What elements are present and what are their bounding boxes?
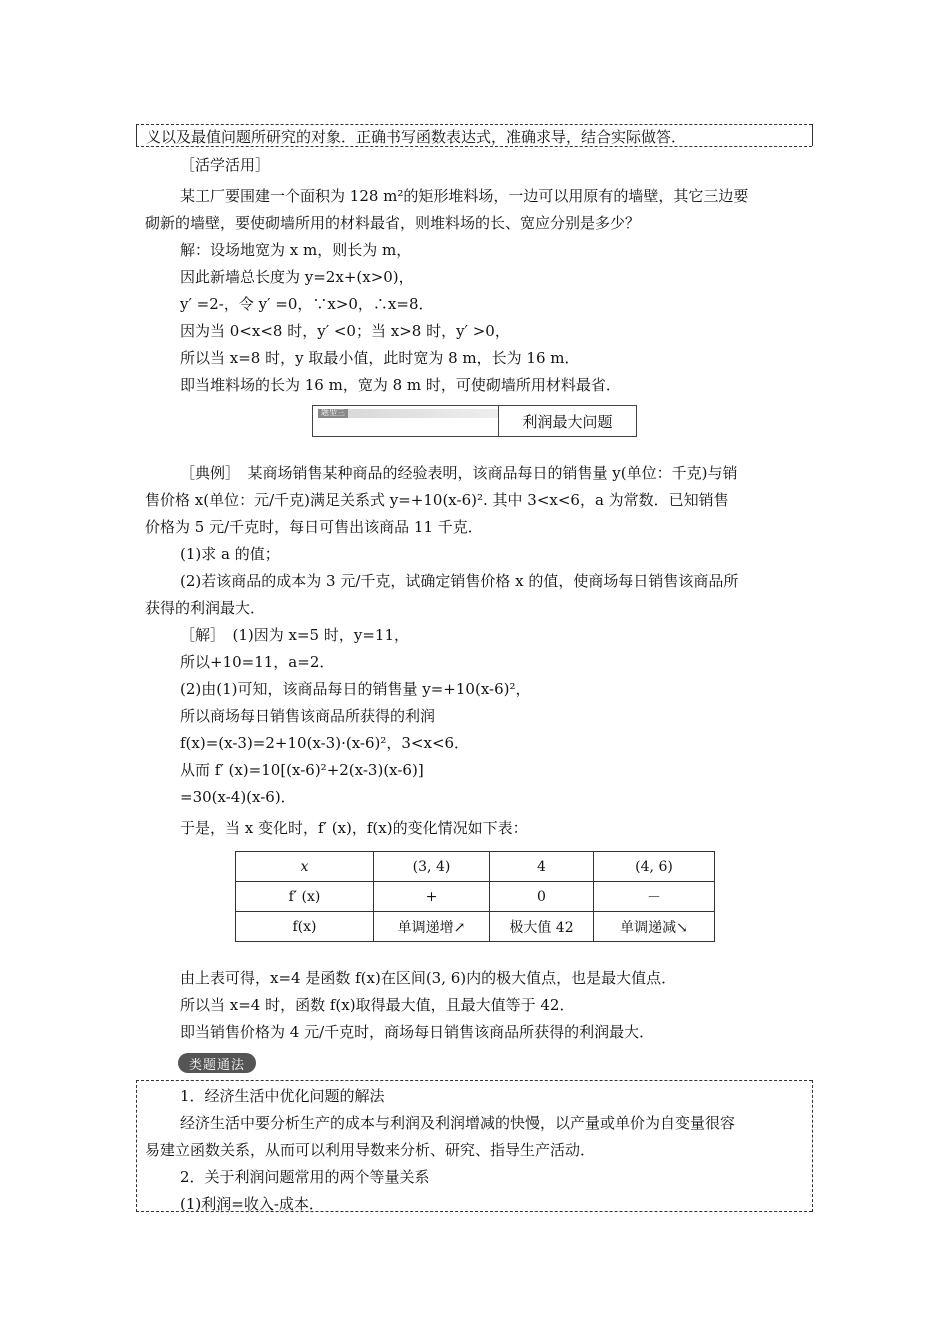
summary-heading1: 1．经济生活中优化问题的解法 bbox=[180, 1087, 385, 1105]
summary-paragraph2: (1)利润=收入-成本． bbox=[180, 1195, 324, 1213]
solution-line6: 从而 f′ (x)=10[(x-6)²+2(x-3)(x-6)] bbox=[180, 761, 424, 779]
table-cell: 极大值 42 bbox=[490, 912, 594, 942]
top-box-text: 义以及最值问题所研究的对象．正确书写函数表达式，准确求导，结合实际做答． bbox=[146, 128, 687, 146]
practice-problem-line2: 砌新的墙壁，要使砌墙所用的材料最省，则堆料场的长、宽应分别是多少？ bbox=[145, 214, 641, 232]
variation-table bbox=[235, 851, 715, 942]
table-row bbox=[236, 882, 715, 912]
section-badge bbox=[318, 409, 498, 418]
summary-box-border-top bbox=[136, 1080, 812, 1081]
top-box-border-right bbox=[812, 124, 813, 146]
solution-line1: ［解］ (1)因为 x=5 时，y=11， bbox=[180, 626, 409, 644]
practice-solution-line3: y′ =2-，令 y′ =0，∵x>0，∴x=8． bbox=[180, 295, 434, 313]
table-cell: x bbox=[236, 852, 374, 882]
table-cell: + bbox=[374, 882, 490, 912]
practice-solution-line4: 因为当 0<x<8 时，y′ <0；当 x>8 时，y′ >0， bbox=[180, 322, 510, 340]
summary-paragraph1-line1: 经济生活中要分析生产的成本与利润及利润增减的快慢，以产量或单价为自变量很容 bbox=[180, 1114, 736, 1132]
practice-solution-line1: 解：设场地宽为 x m，则长为 m， bbox=[180, 241, 412, 259]
top-box-border-left bbox=[136, 124, 137, 146]
practice-solution-line5: 所以当 x=8 时，y 取最小值，此时宽为 8 m，长为 16 m． bbox=[180, 349, 580, 367]
table-cell: 单调递增↗ bbox=[374, 912, 490, 942]
example-line3: 价格为 5 元/千克时，每日可售出该商品 11 千克． bbox=[145, 518, 483, 536]
section-title: 利润最大问题 bbox=[522, 412, 613, 431]
conclusion-line2: 所以当 x=4 时，函数 f(x)取得最大值，且最大值等于 42． bbox=[180, 996, 575, 1014]
table-cell: f′ (x) bbox=[236, 882, 374, 912]
summary-heading2: 2．关于利润问题常用的两个等量关系 bbox=[180, 1168, 430, 1186]
summary-tag: 类题通法 bbox=[178, 1053, 256, 1073]
table-cell: (3, 4) bbox=[374, 852, 490, 882]
top-box-border-top bbox=[136, 124, 812, 125]
example-question2-line1: (2)若该商品的成本为 3 元/千克，试确定销售价格 x 的值，使商场每日销售该商品所 bbox=[180, 572, 739, 590]
practice-solution-line2: 因此新墙总长度为 y=2x+(x>0)， bbox=[180, 268, 414, 286]
solution-line5: f(x)=(x-3)=2+10(x-3)·(x-6)²，3<x<6． bbox=[180, 734, 470, 752]
summary-paragraph1-line2: 易建立函数关系，从而可以利用导数来分析、研究、指导生产活动． bbox=[145, 1141, 596, 1159]
solution-line3: (2)由(1)可知，该商品每日的销售量 y=+10(x-6)²， bbox=[180, 680, 531, 698]
summary-box-border-right bbox=[812, 1080, 813, 1212]
conclusion-line1: 由上表可得，x=4 是函数 f(x)在区间(3, 6)内的极大值点，也是最大值点． bbox=[180, 969, 677, 987]
summary-box-border-left bbox=[136, 1080, 137, 1212]
practice-problem-line1: 某工厂要围建一个面积为 128 m²的矩形堆料场，一边可以用原有的墙壁，其它三边要 bbox=[180, 187, 749, 205]
example-question1: (1)求 a 的值； bbox=[180, 545, 280, 563]
table-cell: 4 bbox=[490, 852, 594, 882]
section-badge-label: 题型三 bbox=[321, 408, 345, 417]
table-row bbox=[236, 852, 715, 882]
table-cell: － bbox=[594, 882, 715, 912]
example-question2-line2: 获得的利润最大． bbox=[145, 599, 266, 617]
example-line2: 售价格 x(单位：元/千克)满足关系式 y=+10(x-6)². 其中 3<x<6，a 为常数．已知销售 bbox=[145, 491, 729, 509]
table-row bbox=[236, 912, 715, 942]
practice-solution-line6: 即当堆料场的长为 16 m，宽为 8 m 时，可使砌墙所用材料最省． bbox=[180, 376, 621, 394]
conclusion-line3: 即当销售价格为 4 元/千克时，商场每日销售该商品所获得的利润最大． bbox=[180, 1023, 655, 1041]
solution-line7: =30(x-4)(x-6)． bbox=[180, 788, 296, 806]
example-line1: ［典例］ 某商场销售某种商品的经验表明，该商品每日的销售量 y(单位：千克)与销 bbox=[180, 464, 738, 482]
solution-line2: 所以+10=11，a=2． bbox=[180, 653, 335, 671]
table-cell: f(x) bbox=[236, 912, 374, 942]
table-cell: 单调递减↘ bbox=[594, 912, 715, 942]
practice-heading: ［活学活用］ bbox=[180, 156, 271, 174]
section-header bbox=[312, 405, 637, 437]
section-badge-cell bbox=[313, 406, 499, 436]
table-cell: 0 bbox=[490, 882, 594, 912]
solution-line8: 于是，当 x 变化时，f′ (x)，f(x)的变化情况如下表： bbox=[180, 819, 528, 837]
solution-line4: 所以商场每日销售该商品所获得的利润 bbox=[180, 707, 436, 725]
table-cell: (4, 6) bbox=[594, 852, 715, 882]
